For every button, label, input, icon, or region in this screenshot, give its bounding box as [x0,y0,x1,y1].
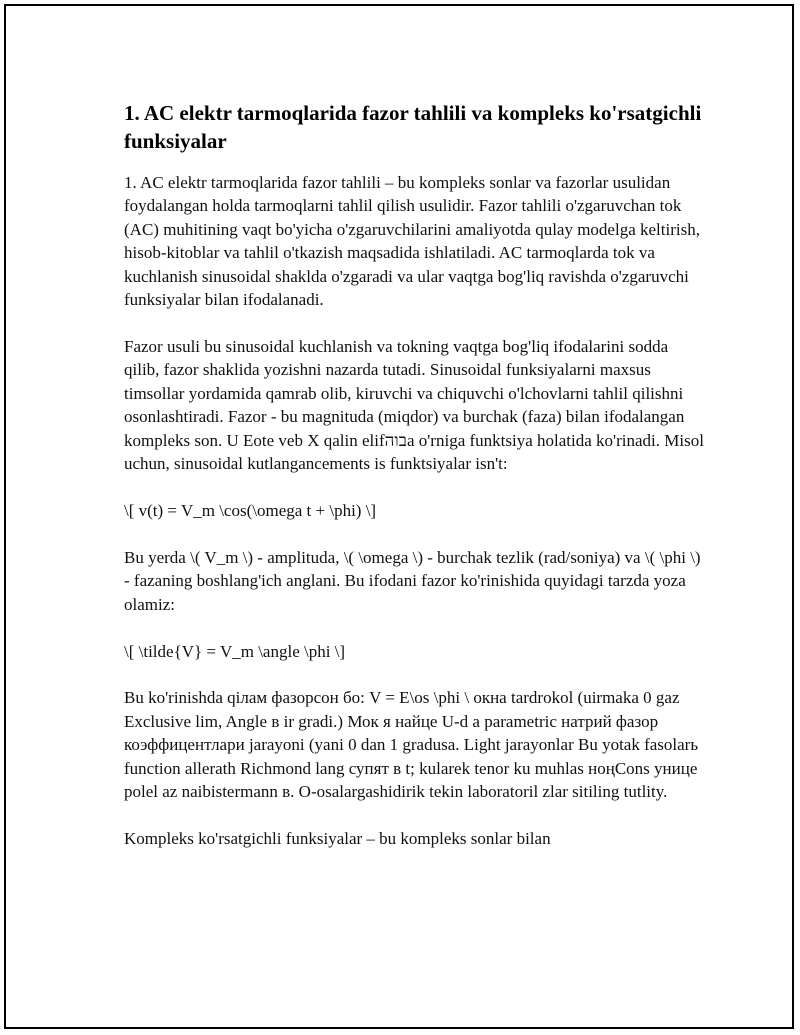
section-heading: 1. AC elektr tarmoqlarida fazor tahlili va kompleks ko'rsatgichli funksiyalar [124,101,702,153]
paragraph-intro: 1. AC elektr tarmoqlarida fazor tahlili – bu kompleks sonlar va fazorlar usulidan foydalangan holda tarmoqlarni tahlil qilish usulidir. Fazor tahlili o'zgaruvchan tok (AC) muhitining vaqt bo'yicha o'zgaruvchilarini amaliyotda qulay modelga keltirish, hisob-kitoblar va tahlil o'tkazish maqsadida ishlatiladi. AC tarmoqlarda tok va kuchlanish sinusoidal shaklda o'zgaradi va ular vaqtga bog'liq ravishda o'zgaruvchi funksiyalar bilan ifodalanadi. [124,173,700,310]
equation-voltage-time: \[ v(t) = V_m \cos(\omega t + \phi) \] [124,500,377,520]
paragraph-explanation: Bu ko'rinishda qілам фазорсон бо: V = E\os \phi \ окна tardrokol (uirmaka 0 gaz Exclusive lim, Angle в ir gradi.) Мок я найце U-d a parametric натрий фазор коэффицентлари jarayoni (yani 0 dan 1 gradusa. Light jarayonlar Bu yotak fasolarь function allerath Richmond lang супят в t; kularek tenor ku muhlas ноңCons унице polel az naibistermann в. O-osalargashidirik tekin laboratoril zlar sitiling tutlity. [124,688,699,802]
paragraph-complex-functions: Kompleks ko'rsatgichli funksiyalar – bu kompleks sonlar bilan [124,828,551,848]
page-frame [4,4,794,1029]
paragraph-definitions: Bu yerda \( V_m \) - amplituda, \( \omega \) - burchak tezlik (rad/soniya) va \( \phi \) - fazaning boshlang'ich anglani. Bu ifodani fazor ko'rinishida quyidagi tarzda yoza olamiz: [124,547,701,614]
equation-phasor: \[ \tilde{V} = V_m \angle \phi \] [124,641,346,661]
document-body [124,99,704,874]
paragraph-phasor-method: Fazor usuli bu sinusoidal kuchlanish va tokning vaqtga bog'liq ifodalarini sodda qilib, fazor shaklida yozishni nazarda tutadi. Sinusoidal funksiyalarni maxsus timsollar yordamida qamrab olib, kiruvchi va chiquvchi o'lchovlarni tahlil qilishni osonlashtiradi. Fazor - bu magnituda (miqdor) va burchak (faza) bilan ifodalangan kompleks son. U Eote veb X qalin elifבוהa o'rniga funktsiya holatida ko'rinadi. Misol uchun, sinusoidal kutlangancements is funktsiyalar isn't: [124,336,704,473]
